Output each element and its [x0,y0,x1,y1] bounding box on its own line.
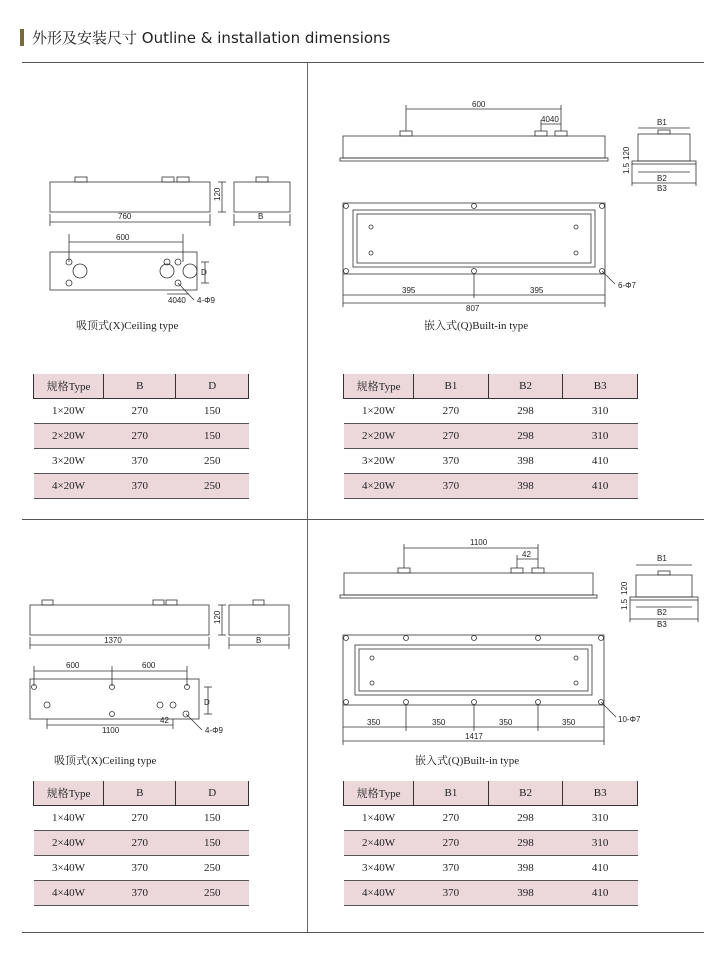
dim-seg-1: 350 [367,718,381,727]
cell: 2×40W [51,837,86,849]
col-header-b3: B3 [563,781,638,806]
dim-b3: B3 [657,620,667,629]
col-header-type: 规格Type [344,781,414,806]
col-header-d: D [176,374,249,399]
cell: 270 [131,430,148,442]
cell: 310 [591,405,609,417]
cell: 370 [442,887,460,899]
dim-spacing: 600 [472,100,486,109]
dim-seg-4: 350 [562,718,576,727]
ceiling-type-20w-caption: 吸顶式(X)Ceiling type [76,320,179,332]
ceiling-20w-spec-table [33,374,249,499]
table-row [344,449,638,474]
col-header-b2: B2 [488,374,563,399]
table-row [344,424,638,449]
holes-label: 10-Φ7 [618,715,641,724]
dim-height: 120 [213,187,222,201]
table-row [34,399,249,424]
cell: 250 [203,887,221,899]
cell: 1×40W [51,812,86,824]
cell: 370 [131,887,148,899]
cell: 3×40W [51,862,86,874]
ceiling-40w-spec-table [33,781,249,906]
cell: 4×40W [362,887,396,899]
dim-seg-3: 350 [499,718,513,727]
cell: 3×40W [362,862,396,874]
cell: 398 [517,455,534,467]
dim-depth: B [258,212,264,221]
col-header-b2: B2 [488,781,563,806]
dim-height: 120 [620,581,629,595]
col-header-type: 规格Type [344,374,414,399]
cell: 410 [591,862,609,874]
dim-half-left: 395 [402,286,416,295]
cell: 1×20W [51,405,86,417]
cell: 270 [442,405,460,417]
cell: 298 [517,405,534,417]
dim-b2: B2 [657,174,667,183]
table-row [344,806,638,831]
col-header-d: D [176,781,249,806]
table-row [344,831,638,856]
cell: 398 [517,480,534,492]
cell: 270 [442,812,460,824]
col-header-b: B [104,374,176,399]
builtin-type-40w-drawing [310,535,710,750]
cell: 270 [442,837,460,849]
holes-label: 4-Φ9 [197,296,215,305]
ceiling-type-40w-drawing [0,590,310,750]
cell: 370 [131,862,148,874]
table-row [34,806,249,831]
dim-length: 760 [118,212,132,221]
dim-total: 1100 [102,726,120,735]
cell: 250 [203,455,221,467]
dim-b3: B3 [657,184,667,193]
dim-d: D [204,698,210,707]
cell: 270 [131,837,148,849]
dim-hole-gap: 42 [522,550,531,559]
dim-spacing-left: 600 [66,661,80,670]
dim-lip: 1.5 [620,598,629,610]
cell: 398 [517,887,534,899]
divider-middle [22,519,704,520]
ceiling-type-40w-caption: 吸顶式(X)Ceiling type [54,755,157,767]
cell: 310 [591,430,609,442]
cell: 150 [203,837,221,849]
cell: 298 [517,430,534,442]
page-title: 外形及安装尺寸 Outline & installation dimensions [32,28,391,47]
cell: 310 [591,812,609,824]
table-row [344,399,638,424]
dim-spacing: 600 [116,233,130,242]
dim-hole-gap: 4040 [168,296,186,305]
col-header-b3: B3 [563,374,638,399]
table-row [34,449,249,474]
cell: 150 [203,430,221,442]
dim-hole-gap: 4040 [541,115,559,124]
cell: 410 [591,480,609,492]
cell: 3×20W [51,455,86,467]
builtin-type-20w-caption: 嵌入式(Q)Built-in type [424,320,529,332]
cell: 310 [591,837,609,849]
dim-length: 1417 [465,732,483,741]
cell: 270 [131,405,148,417]
builtin-40w-spec-table [343,781,638,906]
table-row [34,856,249,881]
table-row [34,881,249,906]
dim-length: 1370 [104,636,122,645]
holes-label: 6-Φ7 [618,281,636,290]
col-header-b: B [104,781,176,806]
cell: 250 [203,862,221,874]
dim-lip: 1.5 [622,162,631,174]
cell: 1×20W [362,405,396,417]
builtin-20w-spec-table [343,374,638,499]
cell: 2×20W [362,430,396,442]
cell: 4×40W [51,887,86,899]
dim-depth: B [256,636,262,645]
cell: 370 [131,455,148,467]
dim-spacing: 1100 [470,538,488,547]
table-row [34,831,249,856]
cell: 410 [591,887,609,899]
dim-hole-gap: 42 [160,716,169,725]
col-header-b1: B1 [414,374,489,399]
ceiling-type-20w-drawing [0,0,310,320]
cell: 370 [442,455,460,467]
dim-seg-2: 350 [432,718,446,727]
dim-length: 807 [466,304,480,313]
dim-d: D [201,268,207,277]
table-row [344,856,638,881]
builtin-type-40w-caption: 嵌入式(Q)Built-in type [415,755,520,767]
dim-b1: B1 [657,118,667,127]
cell: 370 [442,480,460,492]
divider-bottom [22,932,704,933]
col-header-b1: B1 [414,781,489,806]
cell: 250 [203,480,221,492]
holes-label: 4-Φ9 [205,726,223,735]
dim-b1: B1 [657,554,667,563]
cell: 298 [517,812,534,824]
cell: 150 [203,405,221,417]
cell: 4×20W [51,480,86,492]
table-row [34,424,249,449]
col-header-type: 规格Type [34,781,104,806]
cell: 370 [442,862,460,874]
col-header-type: 规格Type [34,374,104,399]
cell: 150 [203,812,221,824]
cell: 2×20W [51,430,86,442]
cell: 270 [442,430,460,442]
cell: 4×20W [362,480,396,492]
cell: 410 [591,455,609,467]
cell: 3×20W [362,455,396,467]
dim-half-right: 395 [530,286,544,295]
cell: 298 [517,837,534,849]
cell: 398 [517,862,534,874]
table-row [34,474,249,499]
cell: 270 [131,812,148,824]
cell: 2×40W [362,837,396,849]
table-row [344,474,638,499]
cell: 1×40W [362,812,396,824]
table-row [344,881,638,906]
builtin-type-20w-drawing [310,90,710,315]
dim-height: 120 [213,610,222,624]
dim-spacing-right: 600 [142,661,156,670]
cell: 370 [131,480,148,492]
dim-height: 120 [622,146,631,160]
dim-b2: B2 [657,608,667,617]
